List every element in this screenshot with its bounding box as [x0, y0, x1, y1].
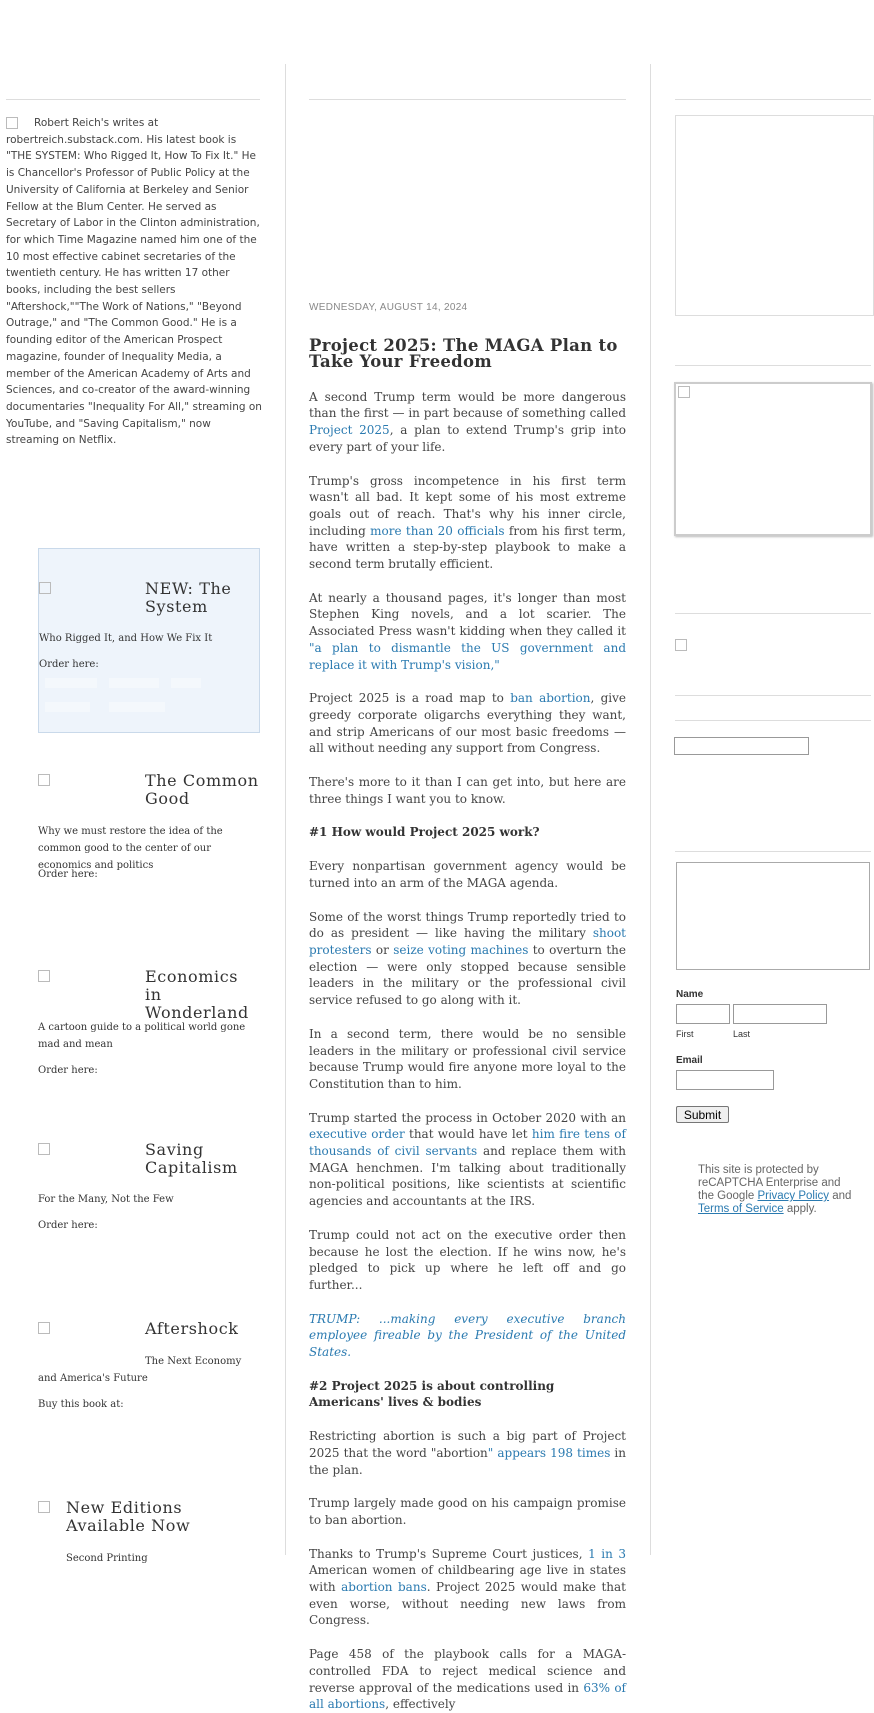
- text: American women of childbearing age live in states with: [309, 1563, 626, 1595]
- text: Trump's gross incompetence in his first term wasn't all bad. It kept some of his most extreme goals out of reach. That's why his inner circle, including: [309, 473, 626, 538]
- post-paragraph: Trump could not act on the executive order then because he lost the election. If he wins now, he's pledged to pick up where he left off and go further...: [309, 1227, 626, 1292]
- post-paragraph: Every nonpartisan government agency would be turned into an arm of the MAGA agenda.: [309, 859, 626, 890]
- ban-abortion-link[interactable]: ban abortion: [510, 691, 591, 706]
- privacy-policy-link[interactable]: Privacy Policy: [757, 1190, 830, 1202]
- promo-title: NEW: The System: [145, 579, 232, 616]
- promo-subtitle: The Next Economy and America's Future: [38, 1356, 242, 1384]
- sidebar-image-frame[interactable]: [674, 382, 872, 536]
- divider: [675, 613, 871, 614]
- book-cover-image[interactable]: [38, 1143, 50, 1155]
- post-paragraph: [309, 389, 626, 456]
- promo-order-label: Order here:: [38, 1220, 98, 1231]
- post-paragraph: [309, 909, 626, 1009]
- badge-image[interactable]: [675, 639, 687, 651]
- trump-quote-link[interactable]: TRUMP: ...making every executive branch employee fireable by the President of the United States.: [309, 1311, 626, 1360]
- text: A second Trump term would be more dangerous than the first — in part because of something called: [309, 389, 626, 421]
- post-paragraph: [309, 690, 626, 757]
- book-cover-image[interactable]: [38, 1501, 50, 1513]
- text: Trump started the process in October 2020 with an: [309, 1110, 626, 1125]
- text: Restricting abortion is such a big part of Project 2025 that the word "abortion: [309, 1429, 626, 1460]
- promo-title: New Editions Available Now: [66, 1498, 191, 1535]
- text: and replace them with MAGA henchmen. I'm talking about traditionally non-political positions, like scientists at scientific agencies and accountants at the IRS.: [309, 1144, 626, 1209]
- text: and: [829, 1190, 852, 1202]
- column-divider: [285, 64, 286, 1555]
- promo-order-label: Order here:: [38, 869, 98, 880]
- post-paragraph: [309, 1646, 626, 1713]
- promo-aftershock: [38, 1320, 260, 1420]
- promo-order-label: Buy this book at:: [38, 1399, 124, 1410]
- text: , give greedy corporate oligarchs everything they want, and strip Americans of our most basic freedoms — all without needing any support from Congress.: [309, 691, 627, 756]
- appears-198-times-link[interactable]: " appears 198 times: [487, 1445, 611, 1460]
- text: or: [371, 942, 394, 957]
- text: Project 2025 is a road map to: [309, 691, 511, 706]
- promo-new-editions: [38, 1498, 260, 1564]
- retailer-link[interactable]: [45, 678, 97, 688]
- promo-subtitle: For the Many, Not the Few: [38, 1194, 174, 1205]
- post-paragraph: [309, 1428, 626, 1478]
- project-2025-link[interactable]: Project 2025: [309, 423, 390, 438]
- text: , a plan to extend Trump's grip into every part of your life.: [309, 423, 626, 454]
- ap-quote-link[interactable]: "a plan to dismantle the US government and replace it with Trump's vision,": [309, 640, 626, 672]
- promo-subtitle: Second Printing: [66, 1553, 148, 1564]
- post-date: WEDNESDAY, AUGUST 14, 2024: [309, 302, 468, 313]
- one-in-three-link[interactable]: 1 in 3: [588, 1546, 627, 1561]
- divider: [675, 99, 871, 100]
- promo-the-system: [38, 548, 260, 733]
- post-title[interactable]: Project 2025: The MAGA Plan to Take Your Freedom: [309, 335, 618, 372]
- book-cover-image[interactable]: [38, 970, 50, 982]
- retailer-link[interactable]: [109, 702, 165, 712]
- submit-button[interactable]: Submit: [676, 1106, 729, 1123]
- text: This site is protected by reCAPTCHA Enterprise and the Google: [698, 1164, 841, 1202]
- text: that would have let: [404, 1127, 532, 1142]
- promo-subtitle: A cartoon guide to a political world gone mad and mean: [38, 1022, 246, 1050]
- fire-civil-servants-link[interactable]: him fire tens of thousands of civil servants: [309, 1127, 626, 1159]
- divider: [675, 695, 871, 696]
- abortion-bans-link[interactable]: abortion bans: [341, 1580, 427, 1595]
- text: apply.: [783, 1203, 817, 1215]
- text: to overturn the election — were only stopped because sensible leaders in the military or the professional civil service refused to go along with it.: [309, 942, 626, 1008]
- post-paragraph: [309, 1546, 626, 1630]
- text: . Project 2025 would make that even worse, without needing new laws from Congress.: [309, 1580, 626, 1628]
- search-input[interactable]: [674, 737, 809, 755]
- promo-subtitle: Who Rigged It, and How We Fix It: [39, 633, 213, 644]
- email-input[interactable]: [676, 1070, 774, 1090]
- divider: [309, 99, 626, 100]
- promo-title: The Common Good: [145, 771, 259, 808]
- book-cover-image[interactable]: [38, 1322, 50, 1334]
- text: Thanks to Trump's Supreme Court justices,: [309, 1546, 589, 1561]
- divider: [675, 851, 871, 852]
- post-subheading: #2 Project 2025 is about controlling Americans' lives & bodies: [309, 1378, 555, 1410]
- promo-economics-in-wonderland: [38, 968, 260, 1088]
- text: in the plan.: [309, 1445, 626, 1477]
- message-textarea[interactable]: [676, 862, 870, 970]
- blog-post: [309, 300, 626, 1713]
- post-paragraph: [309, 473, 626, 573]
- post-paragraph: There's more to it than I can get into, but here are three things I want you to know.: [309, 775, 626, 806]
- shoot-protesters-link[interactable]: shoot protesters: [309, 926, 626, 957]
- post-paragraph: Trump largely made good on his campaign promise to ban abortion.: [309, 1496, 626, 1527]
- retailer-link[interactable]: [45, 702, 90, 712]
- post-paragraph: In a second term, there would be no sensible leaders in the military or professional civil service because Trump would fire anyone more loyal to the Constitution than to him.: [309, 1026, 626, 1091]
- author-bio: [6, 115, 262, 449]
- broken-image-icon: [678, 386, 690, 398]
- retailer-link[interactable]: [109, 678, 159, 688]
- abortion-percentage-link[interactable]: 63% of all abortions: [309, 1680, 626, 1712]
- retailer-link[interactable]: [171, 678, 201, 688]
- promo-title: Saving Capitalism: [145, 1140, 238, 1177]
- embedded-widget-frame[interactable]: [675, 115, 874, 316]
- terms-of-service-link[interactable]: Terms of Service: [698, 1203, 784, 1215]
- divider: [675, 365, 871, 366]
- bio-text: Robert Reich's writes at robertreich.substack.com. His latest book is "THE SYSTEM: Who Rigged It, How To Fix It." He is Chancellor's Professor of Public Policy at the University of California at Berkeley and Senior Fellow at the Blum Center. He served as Secretary of Labor in the Clinton administration, for which Time Magazine named him one of the 10 most effective cabinet secretaries of the twentieth century. He has written 17 other books, including the best sellers "Aftershock,""The Work of Nations," "Beyond Outrage," and "The Common Good." He is a founding editor of the American Prospect magazine, founder of Inequality Media, a member of the American Academy of Arts and Sciences, and co-creator of the award-winning documentaries "Inequality For All," streaming on YouTube, and "Saving Capitalism," now streaming on Netflix.: [6, 117, 262, 447]
- first-name-input[interactable]: [676, 1004, 730, 1024]
- promo-saving-capitalism: [38, 1141, 260, 1241]
- name-label: Name: [676, 989, 704, 1000]
- promo-title: Aftershock: [145, 1319, 239, 1338]
- text: Some of the worst things Trump reportedly tried to do as president — like having the military: [309, 909, 626, 941]
- last-name-input[interactable]: [733, 1004, 827, 1024]
- divider: [6, 99, 260, 100]
- text: from his first term, have written a step-by-step playbook to make a second term brutally efficient.: [309, 523, 626, 572]
- post-paragraph: [309, 1110, 626, 1210]
- text: , effectively: [385, 1697, 456, 1712]
- promo-common-good: [38, 772, 260, 892]
- seize-voting-machines-link[interactable]: seize voting machines: [393, 942, 529, 957]
- text: Page 458 of the playbook calls for a MAGA-controlled FDA to reject medical science and reverse approval of the medications used in: [309, 1647, 626, 1695]
- post-subheading: #1 How would Project 2025 work?: [309, 825, 540, 840]
- recaptcha-notice: [698, 1164, 858, 1216]
- divider: [675, 720, 871, 721]
- post-paragraph: [309, 590, 626, 674]
- last-sublabel: Last: [733, 1029, 751, 1039]
- promo-subtitle: Why we must restore the idea of the common good to the center of our economics and politics: [38, 826, 223, 871]
- email-label: Email: [676, 1055, 703, 1066]
- promo-order-label: Order here:: [39, 659, 99, 670]
- book-cover-image[interactable]: [38, 774, 50, 786]
- author-photo: [6, 117, 18, 129]
- promo-order-label: Order here:: [38, 1065, 98, 1076]
- book-cover-image[interactable]: [39, 582, 51, 594]
- column-divider: [650, 64, 651, 1555]
- first-sublabel: First: [676, 1029, 694, 1039]
- text: At nearly a thousand pages, it's longer than most Stephen King novels, and a lot scarier. The Associated Press wasn't kidding when they called it: [309, 590, 626, 639]
- executive-order-link[interactable]: executive order: [309, 1127, 405, 1142]
- officials-link[interactable]: more than 20 officials: [370, 523, 505, 538]
- promo-title: Economics in Wonderland: [145, 967, 249, 1022]
